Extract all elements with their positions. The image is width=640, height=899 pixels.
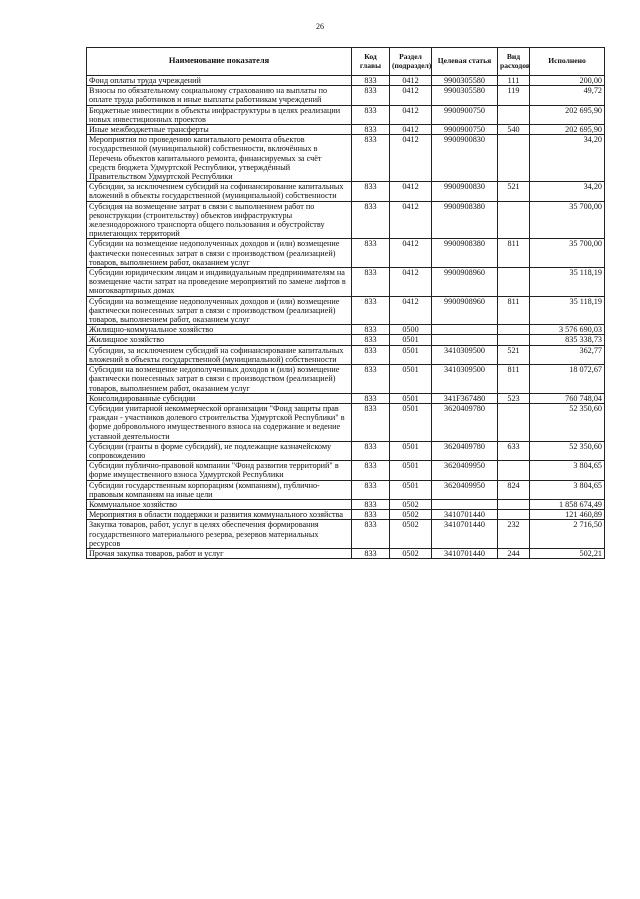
cell-expense — [498, 335, 530, 345]
header-section: Раздел (подраздел) — [390, 48, 432, 76]
table-row — [87, 441, 605, 460]
cell-article: 9900908960 — [432, 296, 498, 325]
cell-chapter: 833 — [352, 182, 390, 201]
cell-section: 0412 — [390, 239, 432, 268]
cell-article: 3410309500 — [432, 365, 498, 394]
cell-section: 0501 — [390, 365, 432, 394]
cell-executed: 3 804,65 — [530, 480, 605, 499]
cell-expense — [498, 461, 530, 480]
cell-expense — [498, 135, 530, 182]
cell-chapter: 833 — [352, 480, 390, 499]
cell-executed: 502,21 — [530, 548, 605, 558]
cell-section: 0502 — [390, 548, 432, 558]
cell-chapter: 833 — [352, 335, 390, 345]
cell-article: 3410701440 — [432, 548, 498, 558]
cell-name: Иные межбюджетные трансферты — [87, 125, 352, 135]
cell-chapter: 833 — [352, 325, 390, 335]
cell-name: Мероприятия по проведению капитального ремонта объектов государственной (муниципальной) собственности, включённых в Перечень объектов капитального ремонта, финансируемых за счёт средств бюджета Удмуртской Республики, утверждённый Правительством Удмуртской Республики — [87, 135, 352, 182]
cell-expense: 811 — [498, 296, 530, 325]
cell-name: Субсидии на возмещение недополученных доходов и (или) возмещение фактически понесенных затрат в связи с производством (реализацией) товаров, выполнением работ, оказанием услуг — [87, 365, 352, 394]
cell-executed: 34,20 — [530, 135, 605, 182]
cell-name: Субсидии на возмещение недополученных доходов и (или) возмещение фактически понесенных затрат в связи с производством (реализацией) товаров, выполнением работ, оказанием услуг — [87, 239, 352, 268]
cell-expense: 119 — [498, 86, 530, 105]
cell-section: 0501 — [390, 335, 432, 345]
cell-chapter: 833 — [352, 105, 390, 124]
cell-article: 341F367480 — [432, 393, 498, 403]
cell-article — [432, 499, 498, 509]
cell-section: 0412 — [390, 268, 432, 297]
table-row — [87, 182, 605, 201]
table-row — [87, 268, 605, 297]
cell-section: 0412 — [390, 296, 432, 325]
cell-executed: 760 748,04 — [530, 393, 605, 403]
cell-expense — [498, 510, 530, 520]
cell-executed: 3 576 690,03 — [530, 325, 605, 335]
cell-name: Взносы по обязательному социальному страхованию на выплаты по оплате труда работников и иные выплаты работникам учреждений — [87, 86, 352, 105]
cell-article: 9900900830 — [432, 182, 498, 201]
cell-section: 0500 — [390, 325, 432, 335]
cell-executed: 200,00 — [530, 76, 605, 86]
cell-article: 9900305580 — [432, 76, 498, 86]
cell-expense — [498, 325, 530, 335]
cell-expense — [498, 201, 530, 239]
cell-expense: 521 — [498, 345, 530, 364]
table-header-row — [87, 48, 605, 76]
cell-chapter: 833 — [352, 86, 390, 105]
cell-name: Субсидии, за исключением субсидий на софинансирование капитальных вложений в объекты государственной (муниципальной) собственности — [87, 182, 352, 201]
cell-executed: 52 350,60 — [530, 403, 605, 441]
table-row — [87, 365, 605, 394]
table-row — [87, 393, 605, 403]
cell-article: 9900908380 — [432, 201, 498, 239]
cell-chapter: 833 — [352, 76, 390, 86]
cell-expense: 540 — [498, 125, 530, 135]
cell-name: Закупка товаров, работ, услуг в целях обеспечения формирования государственного материального резерва, резервов материальных ресурсов — [87, 520, 352, 549]
cell-executed: 202 695,90 — [530, 105, 605, 124]
cell-article: 9900900830 — [432, 135, 498, 182]
cell-article: 3620409950 — [432, 480, 498, 499]
cell-chapter: 833 — [352, 403, 390, 441]
cell-executed: 2 716,50 — [530, 520, 605, 549]
cell-article: 9900908380 — [432, 239, 498, 268]
cell-chapter: 833 — [352, 135, 390, 182]
header-executed: Исполнено — [530, 48, 605, 76]
budget-execution-table — [86, 47, 605, 559]
header-expense: Вид расходов — [498, 48, 530, 76]
cell-executed: 1 858 674,49 — [530, 499, 605, 509]
cell-name: Жилищно-коммунальное хозяйство — [87, 325, 352, 335]
cell-section: 0412 — [390, 201, 432, 239]
cell-executed: 49,72 — [530, 86, 605, 105]
table-row — [87, 76, 605, 86]
cell-section: 0502 — [390, 520, 432, 549]
cell-section: 0412 — [390, 105, 432, 124]
cell-chapter: 833 — [352, 365, 390, 394]
cell-article: 9900900750 — [432, 125, 498, 135]
table-row — [87, 335, 605, 345]
cell-executed: 362,77 — [530, 345, 605, 364]
cell-section: 0501 — [390, 441, 432, 460]
cell-section: 0412 — [390, 76, 432, 86]
table-row — [87, 296, 605, 325]
cell-article: 3410701440 — [432, 520, 498, 549]
cell-chapter: 833 — [352, 125, 390, 135]
table-row — [87, 86, 605, 105]
cell-expense — [498, 499, 530, 509]
cell-name: Консолидированные субсидии — [87, 393, 352, 403]
cell-executed: 121 460,89 — [530, 510, 605, 520]
cell-name: Субсидии публично-правовой компании "Фонд развития территорий" в форме имущественного взноса Удмуртской Республики — [87, 461, 352, 480]
cell-article — [432, 325, 498, 335]
cell-section: 0412 — [390, 86, 432, 105]
cell-executed: 34,20 — [530, 182, 605, 201]
cell-executed: 35 700,00 — [530, 201, 605, 239]
table-row — [87, 548, 605, 558]
cell-chapter: 833 — [352, 296, 390, 325]
cell-section: 0501 — [390, 345, 432, 364]
cell-expense: 633 — [498, 441, 530, 460]
cell-section: 0412 — [390, 182, 432, 201]
cell-name: Бюджетные инвестиции в объекты инфраструктуры в целях реализации новых инвестиционных проектов — [87, 105, 352, 124]
cell-executed: 35 118,19 — [530, 268, 605, 297]
table-row — [87, 510, 605, 520]
cell-article: 3620409950 — [432, 461, 498, 480]
page-number: 26 — [316, 22, 324, 31]
table-row — [87, 239, 605, 268]
table-body — [87, 76, 605, 559]
header-name: Наименование показателя — [87, 48, 352, 76]
cell-section: 0501 — [390, 403, 432, 441]
cell-expense: 111 — [498, 76, 530, 86]
cell-name: Субсидии юридическим лицам и индивидуальным предпринимателям на возмещение части затрат на проведение мероприятий по замене лифтов в многоквартирных домах — [87, 268, 352, 297]
cell-article: 3620409780 — [432, 441, 498, 460]
cell-expense: 523 — [498, 393, 530, 403]
cell-section: 0502 — [390, 499, 432, 509]
header-article: Целевая статья — [432, 48, 498, 76]
cell-name: Субсидии (гранты в форме субсидий), не подлежащие казначейскому сопровождению — [87, 441, 352, 460]
cell-chapter: 833 — [352, 548, 390, 558]
cell-section: 0412 — [390, 135, 432, 182]
cell-section: 0502 — [390, 510, 432, 520]
cell-expense — [498, 268, 530, 297]
cell-expense: 824 — [498, 480, 530, 499]
cell-executed: 3 804,65 — [530, 461, 605, 480]
cell-name: Субсидии государственным корпорациям (компаниям), публично-правовым компаниям на иные цели — [87, 480, 352, 499]
cell-chapter: 833 — [352, 201, 390, 239]
cell-chapter: 833 — [352, 345, 390, 364]
cell-executed: 35 700,00 — [530, 239, 605, 268]
cell-article: 3410701440 — [432, 510, 498, 520]
cell-name: Субсидии на возмещение недополученных доходов и (или) возмещение фактически понесенных затрат в связи с производством (реализацией) товаров, выполнением работ, оказанием услуг — [87, 296, 352, 325]
table-row — [87, 125, 605, 135]
cell-chapter: 833 — [352, 268, 390, 297]
cell-expense: 232 — [498, 520, 530, 549]
cell-executed: 202 695,90 — [530, 125, 605, 135]
header-chapter: Код главы — [352, 48, 390, 76]
table-row — [87, 135, 605, 182]
cell-chapter: 833 — [352, 393, 390, 403]
cell-article — [432, 335, 498, 345]
cell-article: 3410309500 — [432, 345, 498, 364]
cell-executed: 18 072,67 — [530, 365, 605, 394]
cell-section: 0501 — [390, 480, 432, 499]
cell-section: 0412 — [390, 125, 432, 135]
cell-expense: 244 — [498, 548, 530, 558]
cell-expense — [498, 105, 530, 124]
cell-expense — [498, 403, 530, 441]
cell-expense: 521 — [498, 182, 530, 201]
table-row — [87, 480, 605, 499]
cell-expense: 811 — [498, 239, 530, 268]
cell-name: Субсидии, за исключением субсидий на софинансирование капитальных вложений в объекты государственной (муниципальной) собственности — [87, 345, 352, 364]
cell-chapter: 833 — [352, 461, 390, 480]
table-row — [87, 201, 605, 239]
table-row — [87, 105, 605, 124]
table-row — [87, 499, 605, 509]
table-row — [87, 403, 605, 441]
cell-section: 0501 — [390, 393, 432, 403]
cell-chapter: 833 — [352, 510, 390, 520]
table-row — [87, 520, 605, 549]
cell-executed: 835 338,73 — [530, 335, 605, 345]
cell-article: 9900305580 — [432, 86, 498, 105]
cell-name: Жилищное хозяйство — [87, 335, 352, 345]
cell-name: Субсидии унитарной некоммерческой организации "Фонд защиты прав граждан - участников долевого строительства Удмуртской Республики" в форме добровольного имущественного взноса на содержание и ведение уставной деятельности — [87, 403, 352, 441]
cell-name: Мероприятия в области поддержки и развития коммунального хозяйства — [87, 510, 352, 520]
table-row — [87, 345, 605, 364]
cell-article: 3620409780 — [432, 403, 498, 441]
cell-executed: 35 118,19 — [530, 296, 605, 325]
cell-executed: 52 350,60 — [530, 441, 605, 460]
cell-chapter: 833 — [352, 239, 390, 268]
table-row — [87, 461, 605, 480]
cell-article: 9900900750 — [432, 105, 498, 124]
cell-name: Коммунальное хозяйство — [87, 499, 352, 509]
cell-name: Прочая закупка товаров, работ и услуг — [87, 548, 352, 558]
cell-expense: 811 — [498, 365, 530, 394]
cell-article: 9900908960 — [432, 268, 498, 297]
cell-name: Фонд оплаты труда учреждений — [87, 76, 352, 86]
cell-chapter: 833 — [352, 441, 390, 460]
cell-chapter: 833 — [352, 520, 390, 549]
table-row — [87, 325, 605, 335]
cell-section: 0501 — [390, 461, 432, 480]
cell-name: Субсидия на возмещение затрат в связи с выполнением работ по реконструкции (строительству) объектов инфраструктуры железнодорожного транспорта общего пользования и обустройству прилегающих территорий — [87, 201, 352, 239]
cell-chapter: 833 — [352, 499, 390, 509]
